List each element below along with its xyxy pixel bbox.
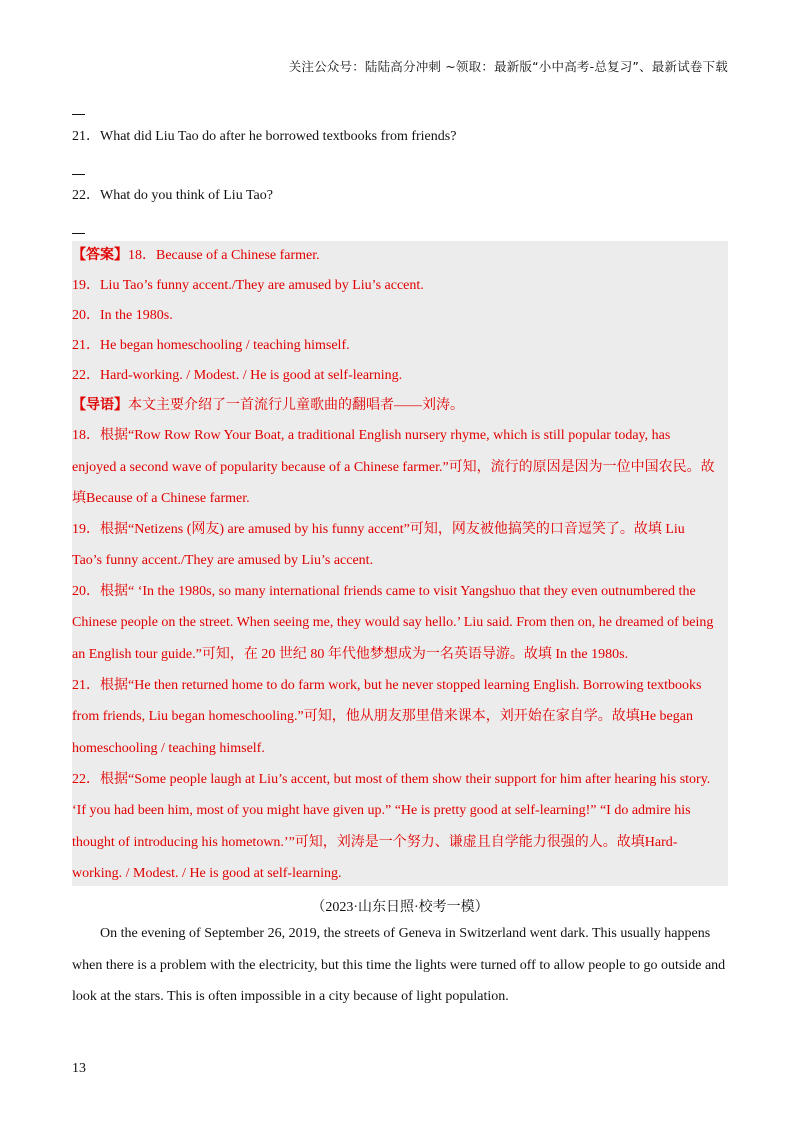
- answer-blank-22: [72, 233, 85, 234]
- answer-line-21: 21．He began homeschooling / teaching himself.: [72, 338, 350, 353]
- answer-line-20: 20．In the 1980s.: [72, 308, 173, 323]
- explanation-line: from friends, Liu began homeschooling.”可知，他从朋友那里借来课本，刘开始在家自学。故填He began: [72, 709, 693, 724]
- explanation-line: 20．根据“ ‘In the 1980s, so many international friends came to visit Yangshuo that they even outnumbered the: [72, 584, 696, 599]
- explanation-line: enjoyed a second wave of popularity because of a Chinese farmer.”可知，流行的原因是因为一位中国农民。故: [72, 460, 715, 475]
- explanation-line: 21．根据“He then returned home to do farm work, but he never stopped learning English. Borrowing textbooks: [72, 678, 702, 693]
- answer-label: 【答案】: [72, 248, 128, 263]
- explanation-line: 填Because of a Chinese farmer.: [72, 491, 250, 506]
- guide-text: 本文主要介绍了一首流行儿童歌曲的翻唱者——刘涛。: [128, 398, 464, 413]
- source-label: （2023·山东日照·校考一模）: [311, 900, 489, 915]
- explanation-line: homeschooling / teaching himself.: [72, 741, 265, 756]
- explanation-line: 19．根据“Netizens (网友) are amused by his funny accent”可知，网友被他搞笑的口音逗笑了。故填 Liu: [72, 522, 685, 537]
- explanation-line: working. / Modest. / He is good at self-learning.: [72, 866, 342, 881]
- answer-line-19: 19．Liu Tao’s funny accent./They are amused by Liu’s accent.: [72, 278, 424, 293]
- explanation-line: an English tour guide.”可知，在 20 世纪 80 年代他梦想成为一名英语导游。故填 In the 1980s.: [72, 647, 629, 662]
- answer-line-18: [72, 247, 320, 265]
- page-number: 13: [72, 1061, 86, 1076]
- answer-text: 18．Because of a Chinese farmer.: [128, 248, 320, 263]
- answer-line-22: 22．Hard-working. / Modest. / He is good at self-learning.: [72, 368, 403, 383]
- explanation-line: thought of introducing his hometown.’”可知，刘涛是一个努力、谦虚且自学能力很强的人。故填Hard-: [72, 835, 678, 850]
- explanation-line: ‘If you had been him, most of you might have given up.” “He is pretty good at self-learning!” “I do admire his: [72, 803, 691, 818]
- question-21: 21．What did Liu Tao do after he borrowed textbooks from friends?: [72, 129, 457, 144]
- explanation-line: Tao’s funny accent./They are amused by Liu’s accent.: [72, 553, 374, 568]
- explanation-line: 22．根据“Some people laugh at Liu’s accent, but most of them show their support for him after hearing his story.: [72, 772, 711, 787]
- answer-blank-21: [72, 174, 85, 175]
- question-22: 22．What do you think of Liu Tao?: [72, 188, 273, 203]
- guide-label: 【导语】: [72, 398, 128, 413]
- guide-line: [72, 397, 464, 415]
- reading-passage: On the evening of September 26, 2019, the streets of Geneva in Switzerland went dark. This usually happens when there is a problem with the electricity, but this time the lights were turned off to allow people to go outside and look at the stars. This is often impossible in a city because of light population.: [72, 926, 726, 1004]
- explanation-line: 18．根据“Row Row Row Your Boat, a traditional English nursery rhyme, which is still popular today, has: [72, 428, 671, 443]
- answer-blank-20: [72, 114, 85, 115]
- page-header: 关注公众号：陆陆高分冲刺 ~领取：最新版“小中高考-总复习”、最新试卷下载: [288, 59, 728, 74]
- explanation-line: Chinese people on the street. When seeing me, they would say hello.’ Liu said. From then on, he dreamed of being: [72, 615, 714, 630]
